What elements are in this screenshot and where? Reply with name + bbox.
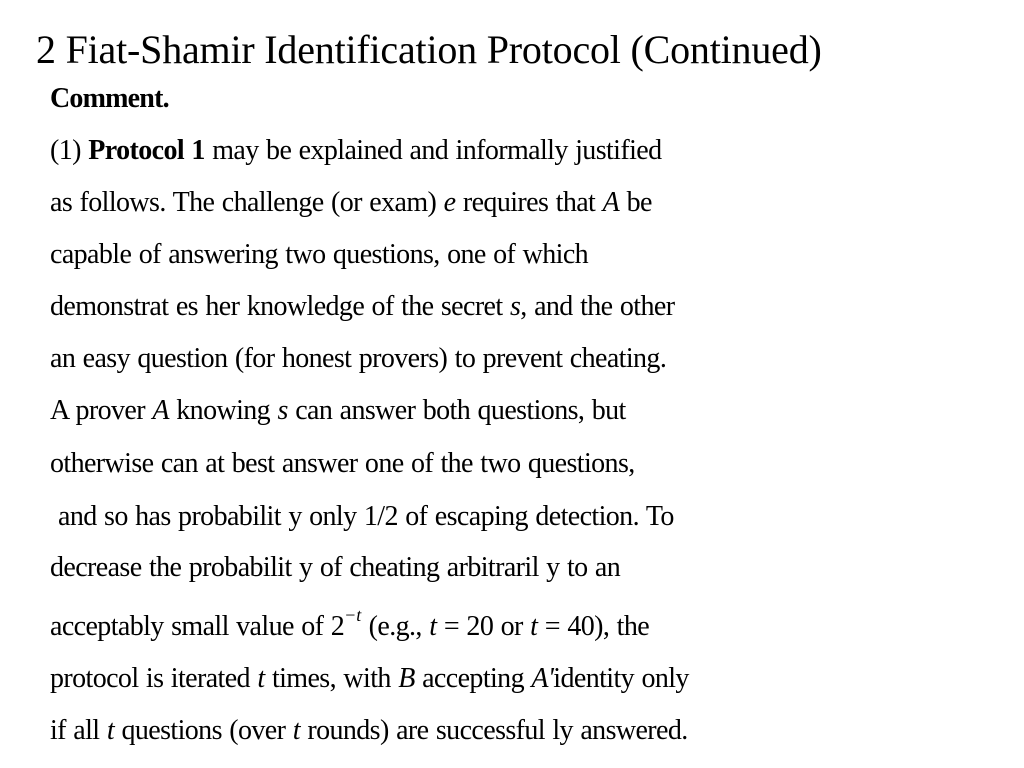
line-text: acceptably small value of 2 — [50, 611, 345, 642]
line-text: = 40), the — [544, 611, 650, 642]
slide-title: 2 Fiat-Shamir Identification Protocol (Continued) — [36, 27, 822, 72]
exponent — [344, 605, 361, 625]
var-A-prime: A' — [531, 663, 554, 694]
line-text: may be explained and informally justified — [212, 135, 662, 166]
line-text: protocol is iterated — [50, 663, 250, 694]
paragraph-line-9 — [50, 551, 620, 585]
paragraph-line-2 — [50, 186, 652, 220]
var-B: B — [398, 663, 415, 694]
paragraph-line-5 — [50, 342, 666, 376]
paragraph-line-6 — [50, 394, 626, 428]
line-text: , and the other — [520, 291, 675, 322]
line-text: knowing — [176, 395, 278, 426]
var-t: t — [257, 663, 265, 694]
line-text: accepting — [422, 663, 532, 694]
paragraph-line-4 — [50, 290, 674, 324]
line-text: identity only — [553, 663, 689, 694]
var-s: s — [277, 395, 288, 426]
line-text: otherwise can at best answer one of the two questions, — [50, 448, 635, 479]
comment-label: Comment. — [50, 83, 169, 114]
line-text: questions (over — [121, 715, 286, 746]
paragraph-line-3 — [50, 238, 588, 272]
exponent-text: −t — [344, 605, 362, 625]
line-text: capable of answering two questions, one of which — [50, 239, 589, 270]
paragraph-line-1 — [50, 134, 662, 168]
var-t: t — [530, 611, 538, 642]
line-text: can answer both questions, but — [295, 395, 626, 426]
paragraph-line-12 — [50, 714, 688, 748]
line-text: if all — [50, 715, 100, 746]
var-e: e — [443, 187, 456, 218]
var-A: A — [602, 187, 620, 218]
line-text: times, with — [271, 663, 391, 694]
line-text: A prover — [50, 395, 145, 426]
line-text: and so has probabilit y only 1/2 of escaping detection. To — [58, 501, 674, 532]
line-text: an easy question (for honest provers) to prevent cheating. — [50, 343, 667, 374]
line-text: = 20 or — [443, 611, 523, 642]
item-number: (1) — [50, 135, 81, 166]
paragraph-line-8 — [58, 500, 674, 534]
var-A: A — [152, 395, 169, 426]
var-t: t — [292, 715, 300, 746]
line-text: demonstrat es her knowledge of the secret — [50, 291, 503, 322]
paragraph-line-10 — [50, 605, 650, 644]
paragraph-line-7 — [50, 447, 635, 481]
var-t: t — [106, 715, 115, 746]
var-t: t — [429, 611, 437, 642]
line-text: (e.g., — [361, 611, 422, 642]
line-text: decrease the probabilit y of cheating arbitraril y to an — [50, 552, 621, 583]
line-text: as follows. The challenge (or exam) — [50, 187, 437, 218]
protocol-reference: Protocol 1 — [88, 135, 205, 166]
paragraph-line-11 — [50, 662, 689, 696]
line-text: rounds) are successful ly answered. — [307, 715, 688, 746]
line-text: be — [626, 187, 652, 218]
var-s: s — [509, 291, 521, 322]
line-text: requires that — [462, 187, 596, 218]
